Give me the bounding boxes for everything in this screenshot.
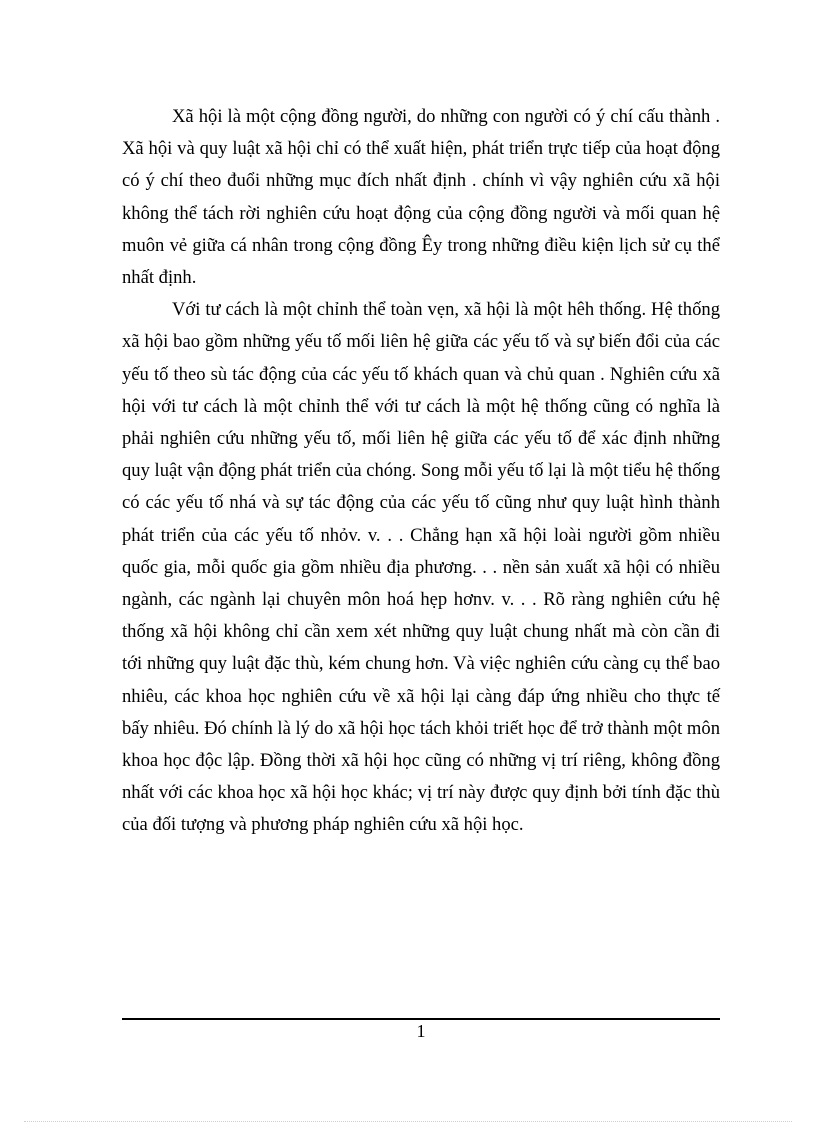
body-text [122,101,720,842]
paragraph-2: Với tư cách là một chỉnh thể toàn vẹn, xã hội là một hêh thống. Hệ thống xã hội bao gồm những yếu tố mối liên hệ giữa các yếu tố và sự biến đổi của các yếu tố theo sù tác động của các yếu tố khách quan và chủ quan . Nghiên cứu xã hội với tư cách là một chỉnh thể với tư cách là một hệ thống cũng có nghĩa là phải nghiên cứu những yếu tố, mối liên hệ giữa các yếu tố để xác định những quy luật vận động phát triển của chóng. Song mỗi yếu tố lại là một tiểu hệ thống có các yếu tố nhá và sự tác động của các yếu tố cũng như quy luật hình thành phát triển của các yếu tố nhỏv. v. . . Chẳng hạn xã hội loài người gồm nhiều quốc gia, mỗi quốc gia gồm nhiều địa phương. . . nền sản xuất xã hội có nhiều ngành, các ngành lại chuyên môn hoá hẹp hơnv. v. . . Rõ ràng nghiên cứu hệ thống xã hội không chỉ cần xem xét những quy luật chung nhất mà còn cần đi tới những quy luật đặc thù, kém chung hơn. Và việc nghiên cứu càng cụ thể bao nhiêu, các khoa học nghiên cứu về xã hội lại càng đáp ứng nhiều cho thực tế bấy nhiêu. Đó chính là lý do xã hội học tách khỏi triết học để trở thành một môn khoa học độc lập. Đồng thời xã hội học cũng có những vị trí riêng, không đồng nhất với các khoa học xã hội học khác; vị trí này được quy định bởi tính đặc thù của đối tượng và phương pháp nghiên cứu xã hội học. [122,299,720,836]
page-bottom-edge [24,1121,792,1122]
paragraph-1: Xã hội là một cộng đồng người, do những con người có ý chí cấu thành . Xã hội và quy luật xã hội chỉ có thể xuất hiện, phát triển trực tiếp của hoạt động có ý chí theo đuổi những mục đích nhất định . chính vì vậy nghiên cứu xã hội không thể tách rời nghiên cứu hoạt động của cộng đồng người và mối quan hệ muôn vẻ giữa cá nhân trong cộng đồng Êy trong những điều kiện lịch sử cụ thể nhất định. [122,106,720,289]
page-number: 1 [416,1021,426,1041]
